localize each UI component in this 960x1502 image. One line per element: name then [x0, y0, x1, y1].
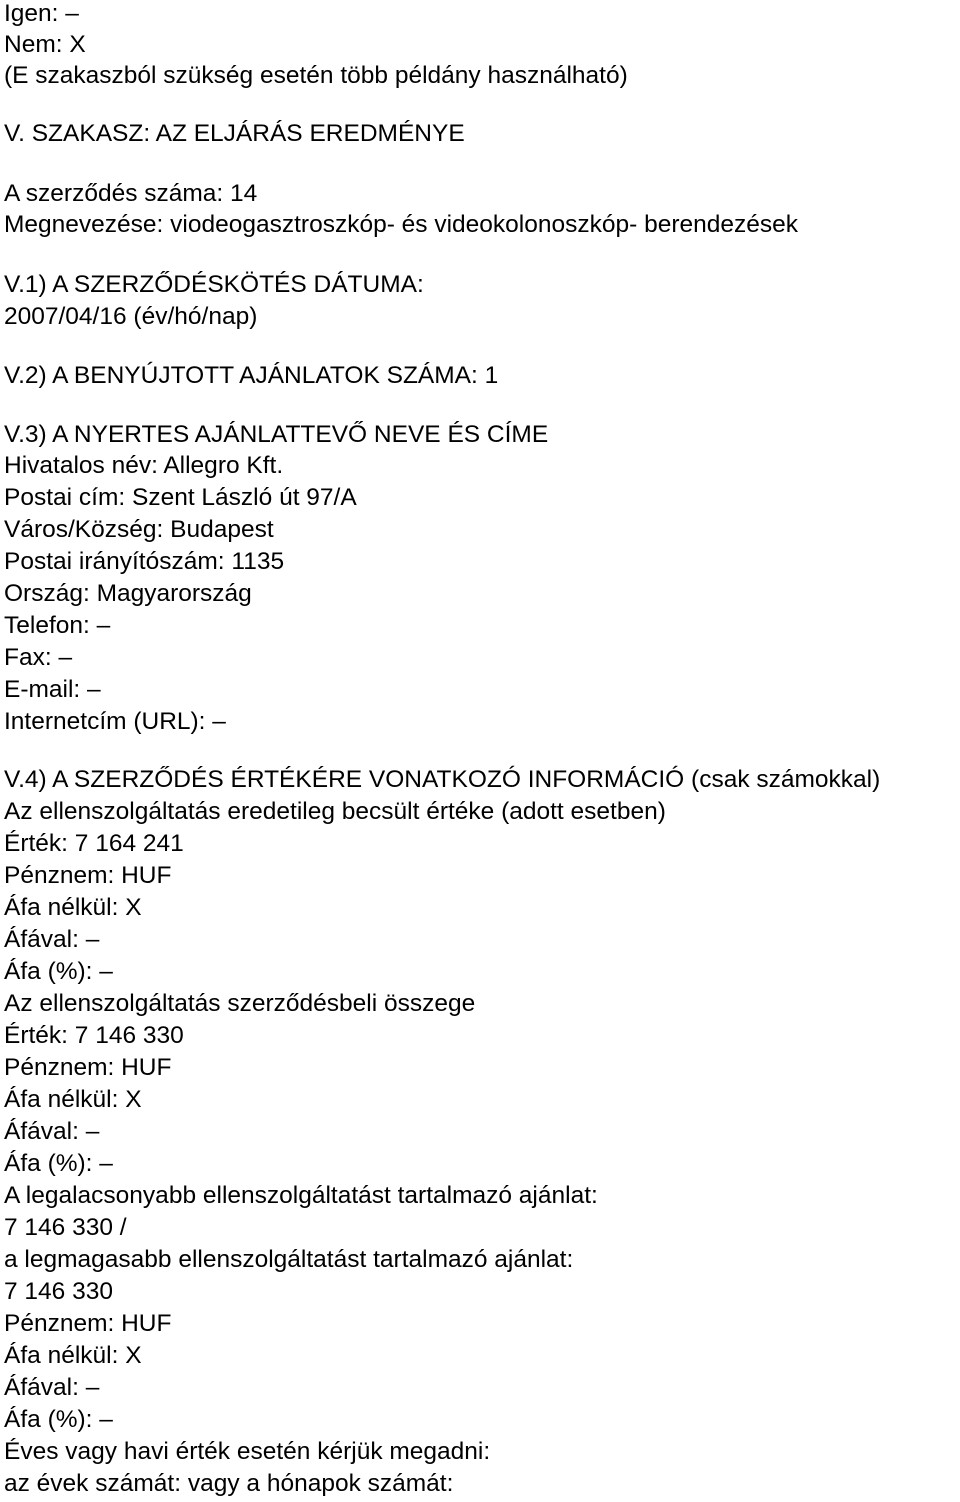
contract-number: A szerződés száma: 14	[4, 180, 258, 207]
currency-1: Pénznem: HUF	[4, 862, 172, 889]
subheading-date: V.1) A SZERZŐDÉSKÖTÉS DÁTUMA:	[4, 271, 424, 298]
contract-value: Érték: 7 146 330	[4, 1022, 184, 1049]
vat-excluded-3: Áfa nélkül: X	[4, 1342, 142, 1369]
periodic-value-note: Éves vagy havi érték esetén kérjük megadni:	[4, 1438, 491, 1465]
vat-excluded-2: Áfa nélkül: X	[4, 1086, 142, 1113]
subheading-winner: V.3) A NYERTES AJÁNLATTEVŐ NEVE ÉS CÍME	[4, 421, 549, 448]
contract-name: Megnevezése: viodeogasztroszkóp- és videokolonoszkóp- berendezések	[4, 211, 798, 238]
vat-rate-1: Áfa (%): –	[4, 958, 113, 985]
vat-included-3: Áfával: –	[4, 1374, 100, 1401]
email: E-mail: –	[4, 676, 101, 703]
website: Internetcím (URL): –	[4, 708, 226, 735]
lowest-offer-label: A legalacsonyabb ellenszolgáltatást tartalmazó ajánlat:	[4, 1182, 598, 1209]
vat-excluded-1: Áfa nélkül: X	[4, 894, 142, 921]
years-months-prompt: az évek számát: vagy a hónapok számát:	[4, 1470, 454, 1497]
postal-code: Postai irányítószám: 1135	[4, 548, 285, 575]
vat-included-2: Áfával: –	[4, 1118, 100, 1145]
highest-offer-label: a legmagasabb ellenszolgáltatást tartalmazó ajánlat:	[4, 1246, 574, 1273]
fax: Fax: –	[4, 644, 73, 671]
currency-2: Pénznem: HUF	[4, 1054, 172, 1081]
contract-date: 2007/04/16 (év/hó/nap)	[4, 303, 258, 330]
vat-rate-2: Áfa (%): –	[4, 1150, 113, 1177]
answer-no: Nem: X	[4, 31, 86, 58]
currency-3: Pénznem: HUF	[4, 1310, 172, 1337]
official-name: Hivatalos név: Allegro Kft.	[4, 452, 284, 479]
subheading-value: V.4) A SZERZŐDÉS ÉRTÉKÉRE VONATKOZÓ INFORMÁCIÓ (csak számokkal)	[4, 766, 881, 793]
subheading-offers: V.2) A BENYÚJTOTT AJÁNLATOK SZÁMA: 1	[4, 362, 499, 389]
phone: Telefon: –	[4, 612, 111, 639]
lowest-offer-value: 7 146 330 /	[4, 1214, 127, 1241]
estimated-value-label: Az ellenszolgáltatás eredetileg becsült értéke (adott esetben)	[4, 798, 666, 825]
answer-yes: Igen: –	[4, 0, 79, 27]
highest-offer-value: 7 146 330	[4, 1278, 113, 1305]
contract-value-label: Az ellenszolgáltatás szerződésbeli összege	[4, 990, 476, 1017]
multi-copy-note: (E szakaszból szükség esetén több példány használható)	[4, 62, 628, 89]
section-heading: V. SZAKASZ: AZ ELJÁRÁS EREDMÉNYE	[4, 120, 465, 147]
postal-address: Postai cím: Szent László út 97/A	[4, 484, 357, 511]
vat-included-1: Áfával: –	[4, 926, 100, 953]
city: Város/Község: Budapest	[4, 516, 274, 543]
estimated-value: Érték: 7 164 241	[4, 830, 184, 857]
country: Ország: Magyarország	[4, 580, 252, 607]
vat-rate-3: Áfa (%): –	[4, 1406, 113, 1433]
